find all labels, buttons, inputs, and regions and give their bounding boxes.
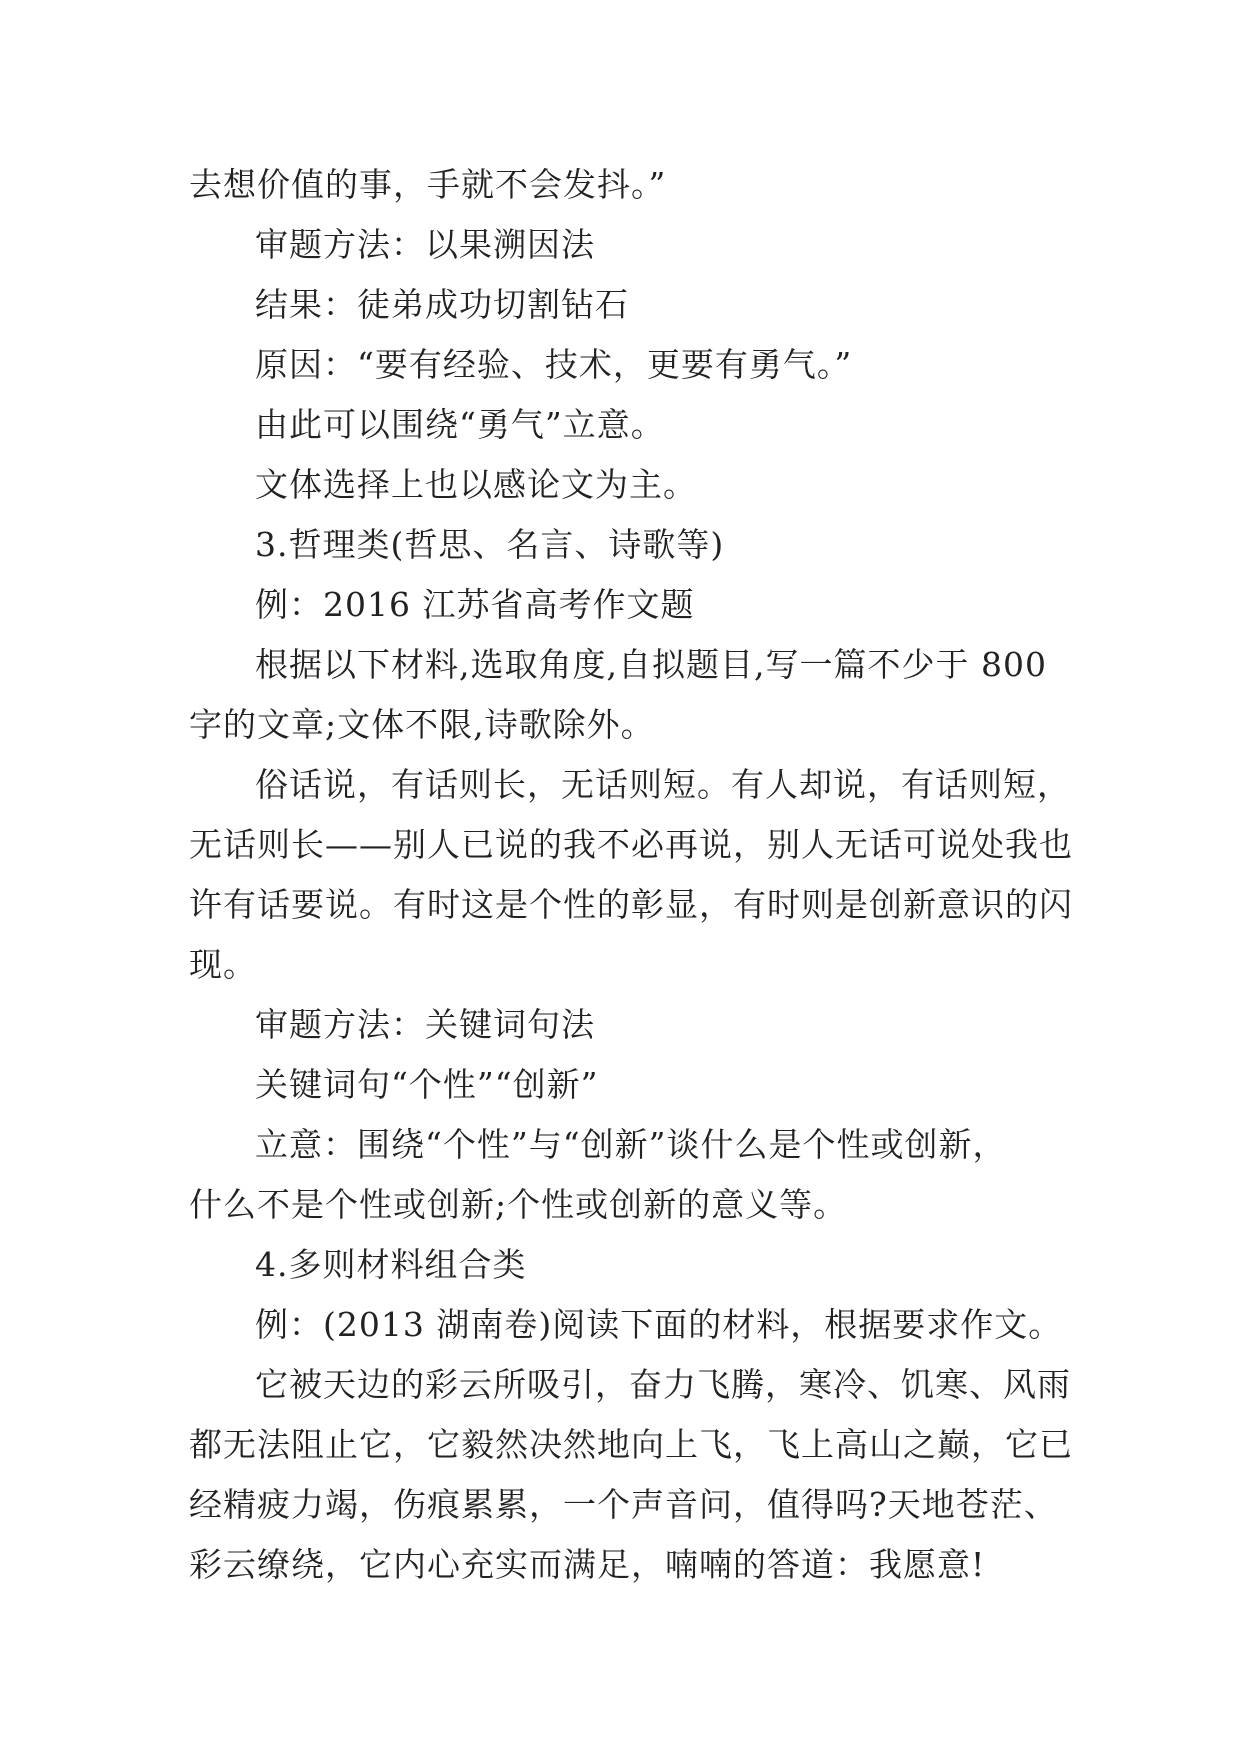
- section-heading: 4.多则材料组合类: [255, 1245, 527, 1284]
- text-line: 俗话说，有话则长，无话则短。有人却说，有话则短，: [255, 765, 1071, 804]
- text-line: 关键词句“个性”“创新”: [255, 1065, 599, 1104]
- text-line: 经精疲力竭，伤痕累累，一个声音问，值得吗?天地苍茫、: [189, 1485, 1058, 1524]
- text-line: 字的文章;文体不限,诗歌除外。: [189, 705, 655, 744]
- text-line: 文体选择上也以感论文为主。: [255, 465, 697, 504]
- text-line: 原因：“要有经验、技术，更要有勇气。”: [255, 345, 853, 384]
- text-line: 什么不是个性或创新;个性或创新的意义等。: [189, 1185, 848, 1224]
- text-line: 由此可以围绕“勇气”立意。: [255, 405, 665, 444]
- section-heading: 3.哲理类(哲思、名言、诗歌等): [255, 525, 725, 564]
- text-line: 它被天边的彩云所吸引，奋力飞腾，寒冷、饥寒、风雨: [255, 1365, 1071, 1404]
- text-line: 审题方法：以果溯因法: [255, 225, 595, 264]
- text-line: 去想价值的事，手就不会发抖。”: [189, 165, 667, 204]
- text-line: 许有话要说。有时这是个性的彰显，有时则是创新意识的闪: [189, 885, 1073, 924]
- document-body: [189, 155, 1073, 1595]
- text-line: 根据以下材料,选取角度,自拟题目,写一篇不少于 800: [255, 645, 1047, 684]
- text-line: 都无法阻止它，它毅然决然地向上飞，飞上高山之巅，它已: [189, 1425, 1073, 1464]
- text-line: 结果：徒弟成功切割钻石: [255, 285, 629, 324]
- text-line: 无话则长——别人已说的我不必再说，别人无话可说处我也: [189, 825, 1073, 864]
- text-line: 彩云缭绕，它内心充实而满足，喃喃的答道：我愿意!: [189, 1545, 986, 1584]
- text-line: 例：2016 江苏省高考作文题: [255, 585, 695, 624]
- text-line: 现。: [189, 945, 257, 984]
- text-line: 立意：围绕“个性”与“创新”谈什么是个性或创新，: [255, 1125, 1007, 1164]
- text-line: 审题方法：关键词句法: [255, 1005, 595, 1044]
- text-line: 例：(2013 湖南卷)阅读下面的材料，根据要求作文。: [255, 1305, 1063, 1344]
